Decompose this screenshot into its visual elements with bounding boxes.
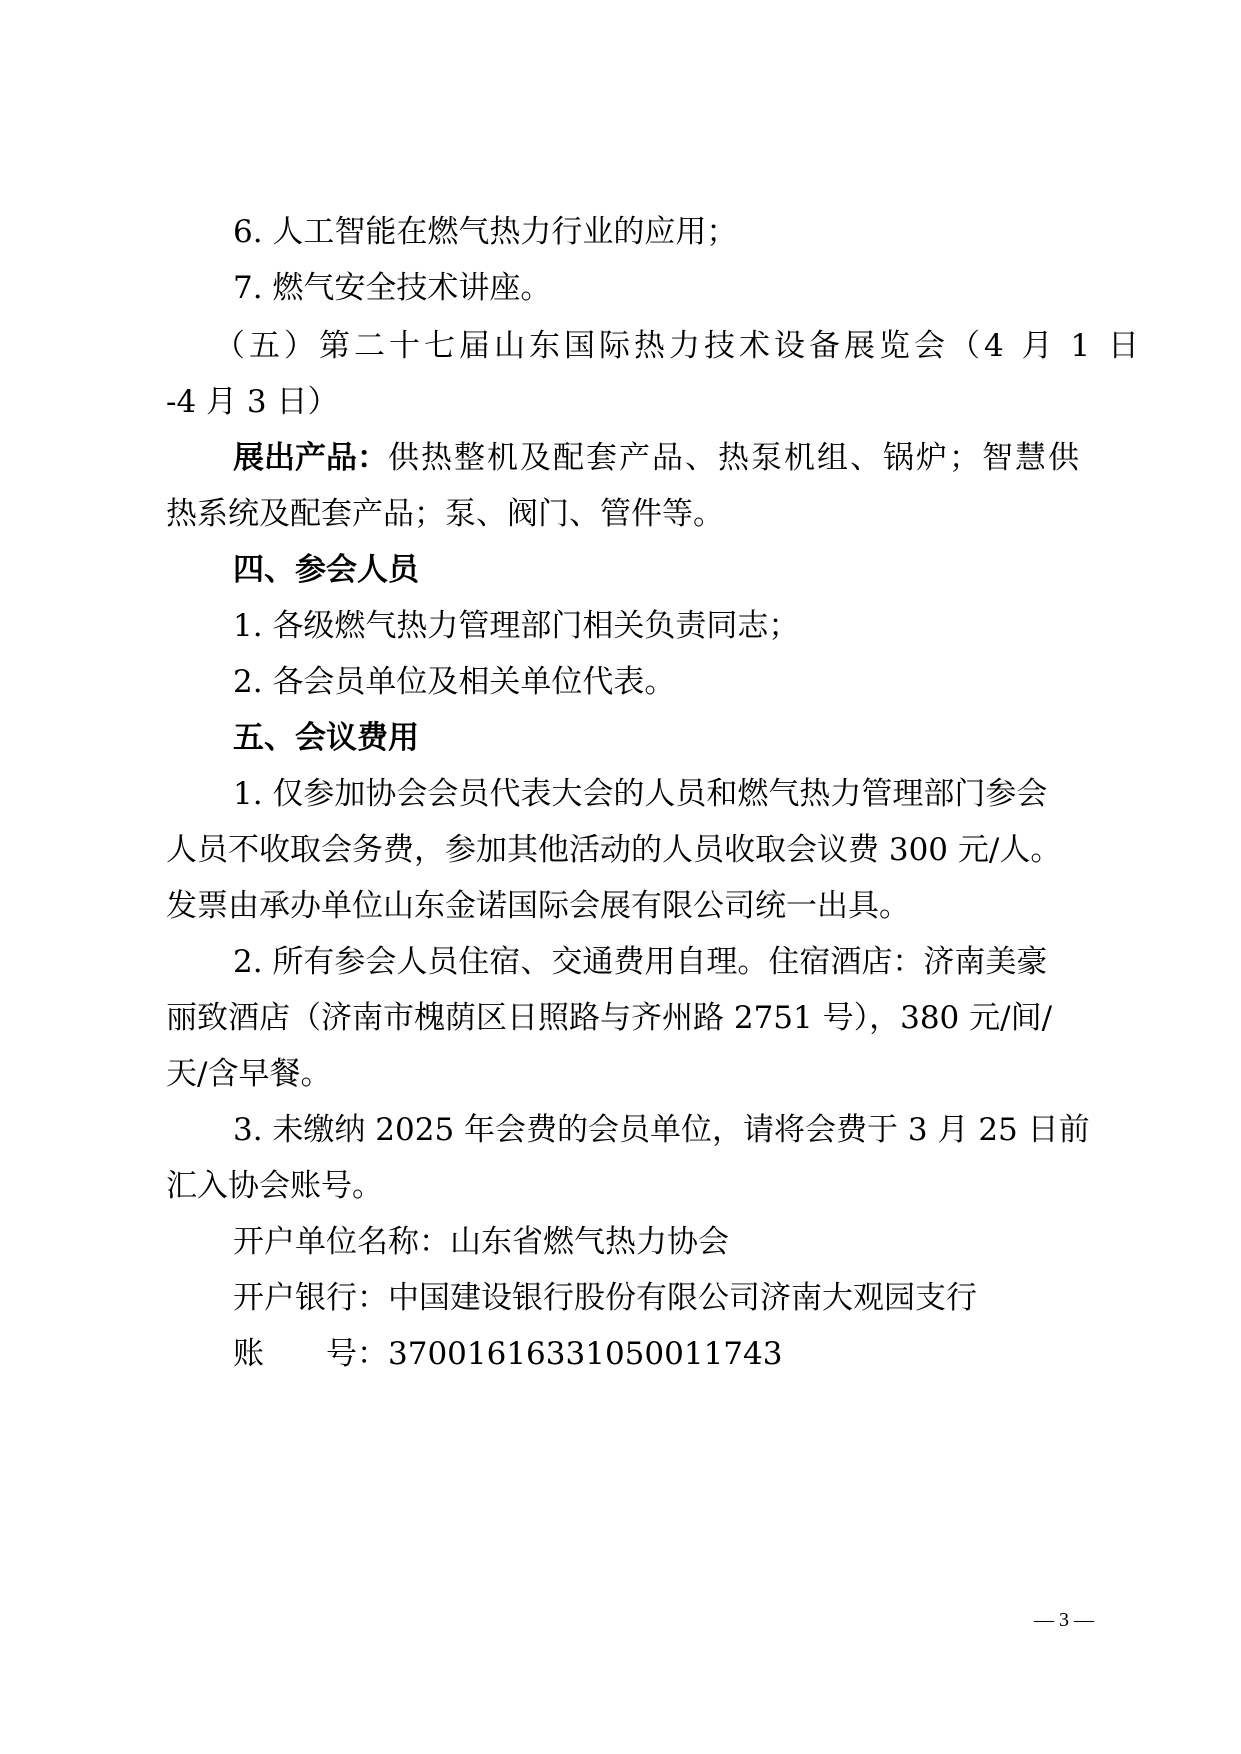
- fees-item-2: 2. 所有参会人员住宿、交通费用自理。住宿酒店：济南美豪: [233, 944, 1048, 980]
- account-bank: 开户银行：中国建设银行股份有限公司济南大观园支行: [233, 1280, 977, 1316]
- list-item-6: 6. 人工智能在燃气热力行业的应用；: [233, 214, 738, 250]
- account-name: 开户单位名称：山东省燃气热力协会: [233, 1224, 729, 1260]
- fees-item-1-cont-1: 人员不收取会务费，参加其他活动的人员收取会议费 300 元/人。: [166, 832, 1062, 868]
- section-5-heading-cont: -4 月 3 日）: [166, 384, 339, 420]
- fees-item-2-cont-2: 天/含早餐。: [166, 1056, 332, 1092]
- exhibit-products-cont: 热系统及配套产品；泵、阀门、管件等。: [166, 496, 724, 532]
- page-number: — 3 —: [1034, 1609, 1094, 1631]
- exhibit-products-line: [0, 438, 1241, 478]
- heading-participants: 四、参会人员: [233, 552, 419, 588]
- section-5-heading: [166, 326, 1144, 366]
- fees-item-1-cont-2: 发票由承办单位山东金诺国际会展有限公司统一出具。: [166, 888, 910, 924]
- list-item-7: 7. 燃气安全技术讲座。: [233, 270, 552, 306]
- exhibit-products-text: 供热整机及配套产品、热泵机组、锅炉；智慧供: [388, 440, 1081, 476]
- participants-item-2: 2. 各会员单位及相关单位代表。: [233, 664, 676, 700]
- account-number: 账 号：37001616331050011743: [233, 1336, 783, 1372]
- fees-item-3: 3. 未缴纳 2025 年会费的会员单位，请将会费于 3 月 25 日前: [233, 1112, 1090, 1148]
- participants-item-1: 1. 各级燃气热力管理部门相关负责同志；: [233, 608, 800, 644]
- exhibit-products-label: 展出产品：: [233, 440, 388, 476]
- heading-fees: 五、会议费用: [233, 720, 419, 756]
- fees-item-3-cont: 汇入协会账号。: [166, 1168, 383, 1204]
- fees-item-2-cont-1: 丽致酒店（济南市槐荫区日照路与齐州路 2751 号），380 元/间/: [166, 1000, 1053, 1036]
- section-5-heading-text: （五）第二十七届山东国际热力技术设备展览会（4 月 1 日: [214, 328, 1144, 364]
- fees-item-1: 1. 仅参加协会会员代表大会的人员和燃气热力管理部门参会: [233, 776, 1048, 812]
